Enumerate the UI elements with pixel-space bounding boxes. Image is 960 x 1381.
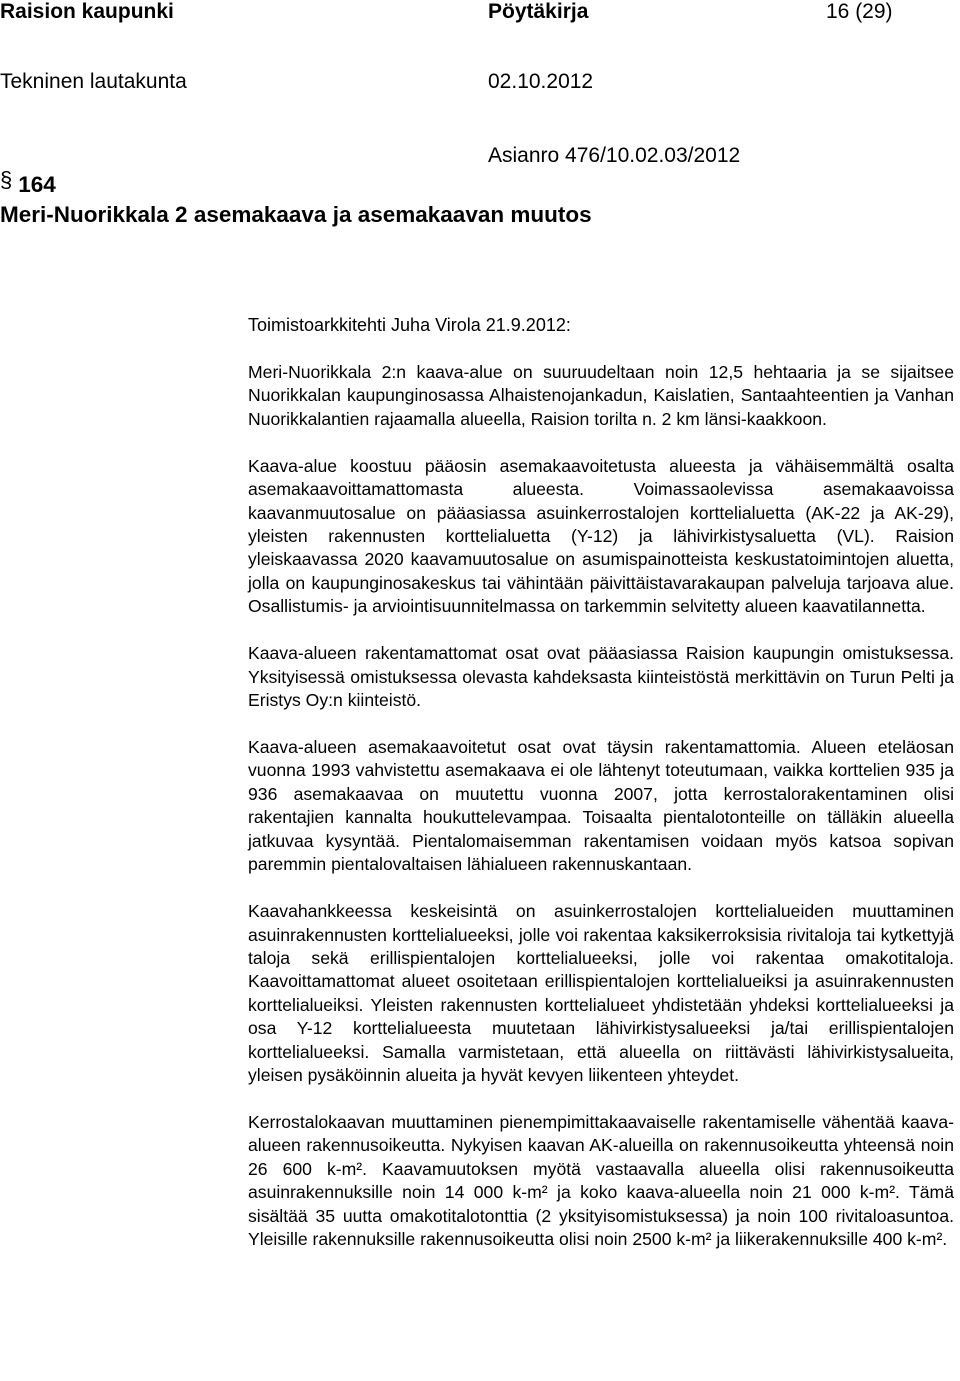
body-text [248,361,954,1275]
paragraph: Meri-Nuorikkala 2:n kaava-alue on suuruudeltaan noin 12,5 hehtaaria ja se sijaitsee Nuorikkalan kaupunginosassa Alhaistenojankadun, Kaislatien, Santaahteentien ja Vanhan Nuorikkalantien rajaamalla alueella, Raision torilta n. 2 km länsi-kaakkoon. [248,362,954,429]
item-number-line [0,167,592,200]
item-title: Meri-Nuorikkala 2 asemakaava ja asemakaavan muutos [0,202,592,227]
board-name: Tekninen lautakunta [0,70,187,93]
paragraph: Kaava-alueen asemakaavoitetut osat ovat täysin rakentamattomia. Alueen eteläosan vuonna 1993 vahvistettu asemakaava ei ole lähtenyt toteutumaan, vaikka korttelien 935 ja 936 asemakaavaa on muutettu vuonna 2007, jotta kerrostalorakentaminen olisi rakentajien kannalta houkuttelevampaa. Toisaalta pientalotonteille on tälläkin alueella jatkuvaa kysyntää. Pientalomaisemman rakentamisen voidaan myös katsoa sopivan paremmin pientalovaltaisen lähialueen rakennuskantaan. [248,737,954,875]
case-number: Asianro 476/10.02.03/2012 [488,144,741,167]
paragraph: Kaava-alue koostuu pääosin asemakaavoitetusta alueesta ja vähäisemmältä osalta asemakaavoittamattomasta alueesta. Voimassaolevissa asemakaavoissa kaavanmuutosalue on pääasiassa asuinkerrostalojen korttelialuetta (AK-22 ja AK-29), yleisten rakennusten korttelialuetta (Y-12) ja lähivirkistysaluetta (VL). Raision yleiskaavassa 2020 kaavamuutosalue on asumispainotteista keskustatoimintojen aluetta, jolla on kaupunginosakeskus tai vähintään päivittäistavarakaupan palveluja tarjoava alue. Osallistumis- ja arviointisuunnitelmassa on tarkemmin selvitetty alueen kaavatilannetta. [248,455,954,617]
document-type: Pöytäkirja [488,0,589,23]
author-line: Toimistoarkkitehti Juha Virola 21.9.2012: [248,315,571,335]
paragraph: Kaava-alueen rakentamattomat osat ovat pääasiassa Raision kaupungin omistuksessa. Yksityisessä omistuksessa olevasta kahdeksasta kiinteistöstä merkittävin on Turun Pelti ja Eristys Oy:n kiinteistö. [248,643,954,711]
paragraph: Kaavahankkeessa keskeisintä on asuinkerrostalojen korttelialueiden muuttaminen asuinrakennusten korttelialueeksi, jolle voi rakentaa kaksikerroksisia rivitaloja tai kytkettyjä taloja sekä erillispientalojen korttelialueeksi, jolle voi rakentaa omakotitaloja. Kaavoittamattomat alueet osoitetaan erillispientalojen korttelialueiksi ja asuinrakennusten korttelialueiksi. Yleisten rakennusten korttelialueet yhdistetään yhdeksi korttelialueeksi ja osa Y-12 korttelialueesta muutetaan lähivirkistysalueeksi ja/tai erillispientalojen korttelialueeksi. Samalla varmistetaan, että alueella on riittävästi lähivirkistysalueita, yleisen pysäköinnin alueita ja hyvät kevyen liikenteen yhteydet. [248,901,954,1085]
paragraph: Kerrostalokaavan muuttaminen pienempimittakaavaiselle rakentamiselle vähentää kaava-alueen rakennusoikeutta. Nykyisen kaavan AK-alueilla on rakennusoikeutta yhteensä noin 26 600 k-m². Kaavamuutoksen myötä vastaavalla alueella olisi rakennusoikeutta asuinrakennuksille noin 14 000 k-m² ja koko kaava-alueella noin 21 000 k-m². Tämä sisältää 35 uutta omakotitalotonttia (2 yksityisomistuksessa) ja noin 100 rivitaloasuntoa. Yleisille rakennuksille rakennusoikeutta olisi noin 2500 k-m² ja liikerakennuksille 400 k-m². [248,1111,954,1249]
item-heading [0,167,592,230]
meeting-date: 02.10.2012 [488,70,594,93]
organization-name: Raision kaupunki [0,0,174,23]
item-number: 164 [18,172,56,197]
section-sign: § [0,167,13,192]
page-number: 16 (29) [826,0,893,23]
